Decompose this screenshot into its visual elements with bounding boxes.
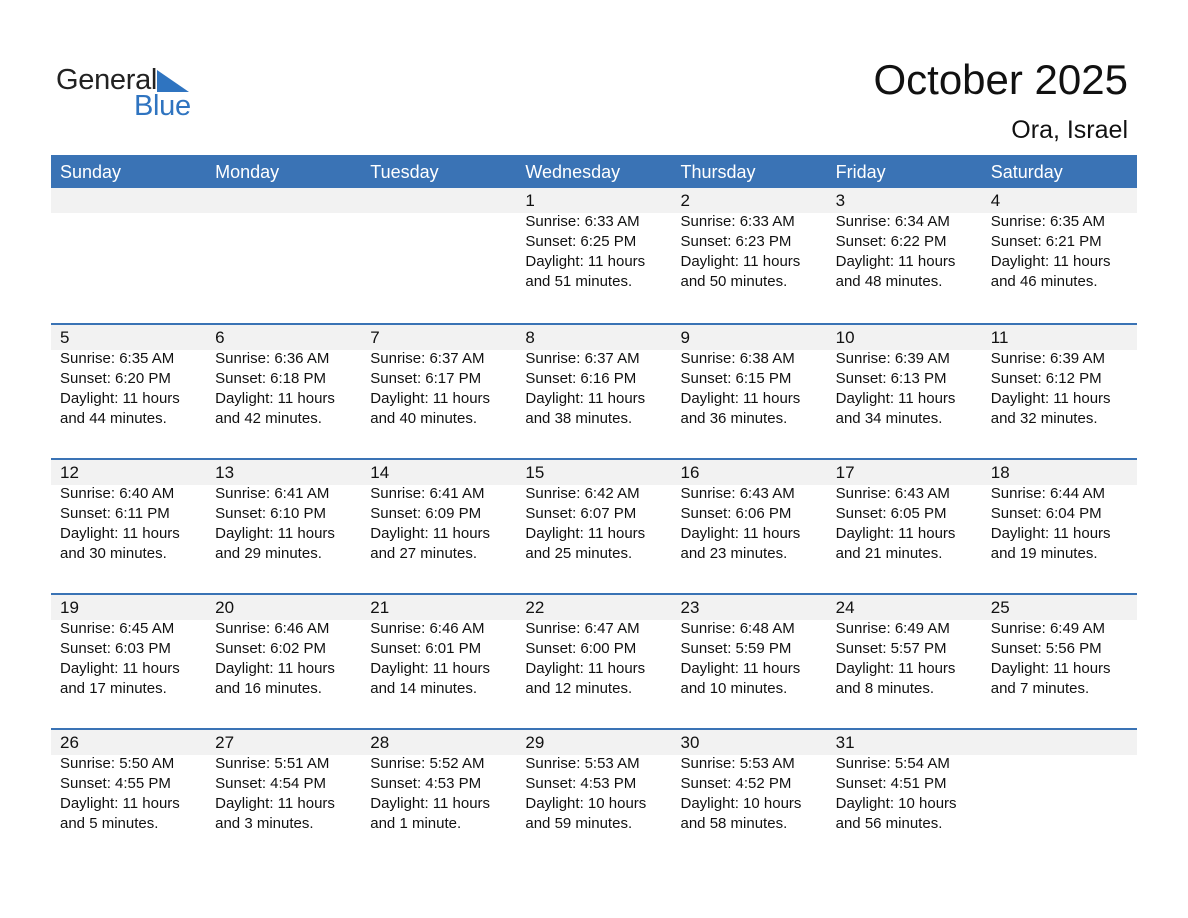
daylight-minutes-text: and 3 minutes. — [215, 815, 314, 832]
sunset-text: Sunset: 6:23 PM — [680, 233, 792, 250]
sunrise-text: Sunrise: 6:46 AM — [215, 620, 330, 637]
daylight-hours-text: Daylight: 11 hours — [525, 660, 646, 677]
sunset-text: Sunset: 4:55 PM — [60, 775, 171, 792]
sunrise-text: Sunrise: 6:49 AM — [990, 620, 1105, 637]
daylight-minutes-text: and 5 minutes. — [60, 815, 159, 832]
empty-day-cell — [51, 188, 206, 292]
sunrise-text: Sunrise: 6:44 AM — [990, 485, 1105, 502]
day-number: 30 — [680, 733, 700, 752]
daylight-hours-text: Daylight: 11 hours — [835, 525, 956, 542]
day-cell — [516, 595, 671, 699]
daylight-minutes-text: and 40 minutes. — [370, 410, 477, 427]
sunrise-text: Sunrise: 6:33 AM — [680, 213, 795, 230]
day-cell — [206, 460, 361, 564]
daylight-hours-text: Daylight: 11 hours — [370, 660, 491, 677]
day-number: 11 — [990, 328, 1009, 347]
sunrise-text: Sunrise: 6:39 AM — [835, 350, 950, 367]
daylight-hours-text: Daylight: 11 hours — [835, 253, 956, 270]
calendar — [51, 155, 1137, 863]
logo — [56, 62, 216, 122]
sunset-text: Sunset: 6:22 PM — [835, 233, 947, 250]
daylight-hours-text: Daylight: 11 hours — [60, 795, 180, 812]
daylight-minutes-text: and 8 minutes. — [835, 680, 935, 697]
week-days — [51, 595, 1137, 699]
daylight-minutes-text: and 34 minutes. — [835, 410, 943, 427]
day-number: 20 — [215, 598, 235, 617]
day-number: 24 — [835, 598, 855, 617]
sunrise-text: Sunrise: 6:34 AM — [835, 213, 950, 230]
day-cell — [982, 460, 1137, 564]
day-number: 27 — [215, 733, 235, 752]
day-cell — [672, 188, 827, 292]
daylight-hours-text: Daylight: 11 hours — [835, 390, 956, 407]
weekday-tuesday: Tuesday — [370, 162, 439, 182]
daylight-minutes-text: and 46 minutes. — [990, 273, 1098, 290]
day-cell — [672, 325, 827, 429]
day-cell — [827, 595, 982, 699]
sunset-text: Sunset: 6:13 PM — [835, 370, 947, 387]
daylight-hours-text: Daylight: 10 hours — [680, 795, 802, 812]
daylight-hours-text: Daylight: 11 hours — [215, 660, 335, 677]
day-cell — [51, 730, 206, 834]
daylight-hours-text: Daylight: 11 hours — [680, 253, 801, 270]
daylight-minutes-text: and 58 minutes. — [680, 815, 788, 832]
daylight-minutes-text: and 27 minutes. — [370, 545, 477, 562]
sunrise-text: Sunrise: 6:46 AM — [370, 620, 485, 637]
sunrise-text: Sunrise: 5:50 AM — [60, 755, 175, 772]
sunset-text: Sunset: 6:10 PM — [215, 505, 327, 522]
sunset-text: Sunset: 6:21 PM — [990, 233, 1102, 250]
day-cell — [982, 188, 1137, 292]
daylight-minutes-text: and 44 minutes. — [60, 410, 167, 427]
day-number: 10 — [835, 328, 855, 347]
daylight-minutes-text: and 12 minutes. — [525, 680, 633, 697]
daylight-hours-text: Daylight: 11 hours — [990, 390, 1111, 407]
week-days — [51, 188, 1137, 292]
day-cell — [51, 460, 206, 564]
daylight-minutes-text: and 19 minutes. — [990, 545, 1098, 562]
sunset-text: Sunset: 4:51 PM — [835, 775, 947, 792]
day-cell — [516, 188, 671, 292]
daylight-minutes-text: and 59 minutes. — [525, 815, 633, 832]
day-cell — [51, 325, 206, 429]
day-cell — [672, 595, 827, 699]
daylight-minutes-text: and 48 minutes. — [835, 273, 943, 290]
day-number: 14 — [370, 463, 390, 482]
sunset-text: Sunset: 6:00 PM — [525, 640, 637, 657]
day-cell — [516, 325, 671, 429]
day-cell — [827, 188, 982, 292]
sunset-text: Sunset: 6:11 PM — [60, 505, 170, 522]
daylight-hours-text: Daylight: 11 hours — [370, 795, 491, 812]
daylight-hours-text: Daylight: 10 hours — [525, 795, 647, 812]
sunrise-text: Sunrise: 6:33 AM — [525, 213, 640, 230]
daylight-minutes-text: and 7 minutes. — [990, 680, 1090, 697]
day-number: 2 — [680, 191, 690, 210]
calendar-week — [51, 323, 1137, 458]
daylight-minutes-text: and 14 minutes. — [370, 680, 477, 697]
daylight-minutes-text: and 29 minutes. — [215, 545, 322, 562]
sunset-text: Sunset: 6:06 PM — [680, 505, 792, 522]
sunrise-text: Sunrise: 6:47 AM — [525, 620, 640, 637]
day-cell — [827, 460, 982, 564]
daylight-minutes-text: and 36 minutes. — [680, 410, 788, 427]
daylight-hours-text: Daylight: 11 hours — [60, 660, 180, 677]
weekday-saturday: Saturday — [990, 162, 1063, 182]
daylight-minutes-text: and 16 minutes. — [215, 680, 322, 697]
day-cell — [982, 325, 1137, 429]
day-number: 16 — [680, 463, 700, 482]
logo-general-text: General — [56, 64, 158, 96]
day-number: 21 — [370, 598, 390, 617]
day-cell — [827, 325, 982, 429]
day-cell — [361, 325, 516, 429]
sunset-text: Sunset: 6:12 PM — [990, 370, 1102, 387]
daylight-minutes-text: and 38 minutes. — [525, 410, 633, 427]
sunrise-text: Sunrise: 5:54 AM — [835, 755, 950, 772]
day-number: 31 — [835, 733, 855, 752]
sunset-text: Sunset: 5:57 PM — [835, 640, 947, 657]
sunset-text: Sunset: 6:01 PM — [370, 640, 482, 657]
daylight-minutes-text: and 25 minutes. — [525, 545, 633, 562]
daylight-minutes-text: and 21 minutes. — [835, 545, 943, 562]
day-number: 6 — [215, 328, 225, 347]
day-cell — [516, 730, 671, 834]
daylight-hours-text: Daylight: 11 hours — [370, 525, 491, 542]
sunset-text: Sunset: 5:56 PM — [990, 640, 1102, 657]
weekday-monday: Monday — [215, 162, 280, 182]
sunset-text: Sunset: 6:18 PM — [215, 370, 327, 387]
sunrise-text: Sunrise: 6:39 AM — [990, 350, 1105, 367]
day-cell — [361, 730, 516, 834]
sunset-text: Sunset: 4:52 PM — [680, 775, 792, 792]
sunrise-text: Sunrise: 6:35 AM — [60, 350, 175, 367]
sunrise-text: Sunrise: 5:53 AM — [525, 755, 640, 772]
sunset-text: Sunset: 6:05 PM — [835, 505, 947, 522]
day-cell — [827, 730, 982, 834]
daylight-hours-text: Daylight: 11 hours — [680, 660, 801, 677]
week-days — [51, 325, 1137, 429]
week-days — [51, 730, 1137, 834]
day-number: 12 — [60, 463, 79, 482]
weekday-header — [51, 155, 1137, 188]
day-cell — [361, 460, 516, 564]
sunrise-text: Sunrise: 6:37 AM — [370, 350, 485, 367]
sunset-text: Sunset: 6:20 PM — [60, 370, 171, 387]
sunset-text: Sunset: 6:03 PM — [60, 640, 171, 657]
sunset-text: Sunset: 6:09 PM — [370, 505, 482, 522]
sunrise-text: Sunrise: 6:37 AM — [525, 350, 640, 367]
daylight-hours-text: Daylight: 11 hours — [990, 253, 1111, 270]
day-number: 1 — [525, 191, 535, 210]
day-cell — [982, 595, 1137, 699]
sunrise-text: Sunrise: 6:42 AM — [525, 485, 640, 502]
daylight-hours-text: Daylight: 11 hours — [990, 525, 1111, 542]
sunset-text: Sunset: 6:16 PM — [525, 370, 637, 387]
day-number: 17 — [835, 463, 855, 482]
sunrise-text: Sunrise: 6:43 AM — [680, 485, 795, 502]
logo-triangle-icon — [157, 70, 189, 92]
sunrise-text: Sunrise: 6:43 AM — [835, 485, 950, 502]
day-number: 4 — [990, 191, 1001, 210]
daylight-hours-text: Daylight: 11 hours — [215, 525, 335, 542]
daylight-hours-text: Daylight: 11 hours — [60, 390, 180, 407]
sunrise-text: Sunrise: 5:53 AM — [680, 755, 795, 772]
calendar-weeks — [51, 188, 1137, 863]
day-number: 7 — [370, 328, 380, 347]
sunrise-text: Sunrise: 5:52 AM — [370, 755, 485, 772]
day-cell — [516, 460, 671, 564]
sunset-text: Sunset: 6:02 PM — [215, 640, 327, 657]
day-number: 5 — [60, 328, 70, 347]
sunrise-text: Sunrise: 6:41 AM — [215, 485, 330, 502]
daylight-minutes-text: and 56 minutes. — [835, 815, 943, 832]
daylight-minutes-text: and 10 minutes. — [680, 680, 788, 697]
daylight-minutes-text: and 32 minutes. — [990, 410, 1098, 427]
calendar-week — [51, 188, 1137, 323]
calendar-week — [51, 728, 1137, 863]
daylight-minutes-text: and 30 minutes. — [60, 545, 167, 562]
day-number: 19 — [60, 598, 79, 617]
day-number: 26 — [60, 733, 79, 752]
sunrise-text: Sunrise: 5:51 AM — [215, 755, 330, 772]
daylight-hours-text: Daylight: 11 hours — [60, 525, 180, 542]
day-number: 3 — [835, 191, 846, 210]
daylight-hours-text: Daylight: 11 hours — [680, 390, 801, 407]
daylight-hours-text: Daylight: 11 hours — [370, 390, 491, 407]
day-cell — [361, 595, 516, 699]
day-number: 28 — [370, 733, 390, 752]
day-number: 9 — [680, 328, 690, 347]
daylight-minutes-text: and 51 minutes. — [525, 273, 633, 290]
weekday-wednesday: Wednesday — [525, 162, 621, 182]
daylight-minutes-text: and 50 minutes. — [680, 273, 788, 290]
empty-day-cell — [361, 188, 516, 292]
page-title: October 2025 — [873, 56, 1128, 103]
daylight-hours-text: Daylight: 11 hours — [525, 253, 646, 270]
sunset-text: Sunset: 6:17 PM — [370, 370, 482, 387]
day-number: 23 — [680, 598, 700, 617]
logo-blue-text: Blue — [134, 90, 191, 122]
day-number: 8 — [525, 328, 535, 347]
daylight-hours-text: Daylight: 11 hours — [990, 660, 1111, 677]
empty-day-cell — [982, 730, 1137, 834]
sunrise-text: Sunrise: 6:38 AM — [680, 350, 795, 367]
sunset-text: Sunset: 6:25 PM — [525, 233, 637, 250]
day-cell — [672, 460, 827, 564]
day-number: 22 — [525, 598, 545, 617]
day-number: 13 — [215, 463, 235, 482]
location-subtitle: Ora, Israel — [1011, 116, 1128, 144]
daylight-hours-text: Daylight: 10 hours — [835, 795, 957, 812]
calendar-week — [51, 593, 1137, 728]
calendar-week — [51, 458, 1137, 593]
daylight-hours-text: Daylight: 11 hours — [835, 660, 956, 677]
daylight-hours-text: Daylight: 11 hours — [215, 795, 335, 812]
daylight-hours-text: Daylight: 11 hours — [525, 390, 646, 407]
weekday-sunday: Sunday — [60, 162, 122, 182]
sunrise-text: Sunrise: 6:36 AM — [215, 350, 330, 367]
daylight-minutes-text: and 1 minute. — [370, 815, 462, 832]
sunrise-text: Sunrise: 6:41 AM — [370, 485, 485, 502]
day-cell — [51, 595, 206, 699]
sunset-text: Sunset: 4:53 PM — [525, 775, 637, 792]
day-number: 15 — [525, 463, 545, 482]
empty-day-cell — [206, 188, 361, 292]
day-number: 25 — [990, 598, 1010, 617]
day-number: 29 — [525, 733, 545, 752]
day-cell — [206, 595, 361, 699]
weekday-friday: Friday — [835, 162, 886, 182]
sunset-text: Sunset: 6:07 PM — [525, 505, 637, 522]
day-cell — [206, 730, 361, 834]
daylight-minutes-text: and 23 minutes. — [680, 545, 788, 562]
sunset-text: Sunset: 6:04 PM — [990, 505, 1102, 522]
daylight-minutes-text: and 42 minutes. — [215, 410, 322, 427]
daylight-hours-text: Daylight: 11 hours — [680, 525, 801, 542]
sunrise-text: Sunrise: 6:40 AM — [60, 485, 175, 502]
sunset-text: Sunset: 4:53 PM — [370, 775, 482, 792]
daylight-hours-text: Daylight: 11 hours — [215, 390, 335, 407]
daylight-minutes-text: and 17 minutes. — [60, 680, 167, 697]
sunrise-text: Sunrise: 6:49 AM — [835, 620, 950, 637]
daylight-hours-text: Daylight: 11 hours — [525, 525, 646, 542]
weekday-thursday: Thursday — [680, 162, 756, 182]
sunrise-text: Sunrise: 6:48 AM — [680, 620, 795, 637]
day-cell — [672, 730, 827, 834]
sunset-text: Sunset: 6:15 PM — [680, 370, 792, 387]
sunrise-text: Sunrise: 6:45 AM — [60, 620, 175, 637]
day-cell — [206, 325, 361, 429]
day-number: 18 — [990, 463, 1010, 482]
sunset-text: Sunset: 5:59 PM — [680, 640, 792, 657]
sunset-text: Sunset: 4:54 PM — [215, 775, 327, 792]
week-days — [51, 460, 1137, 564]
sunrise-text: Sunrise: 6:35 AM — [990, 213, 1105, 230]
